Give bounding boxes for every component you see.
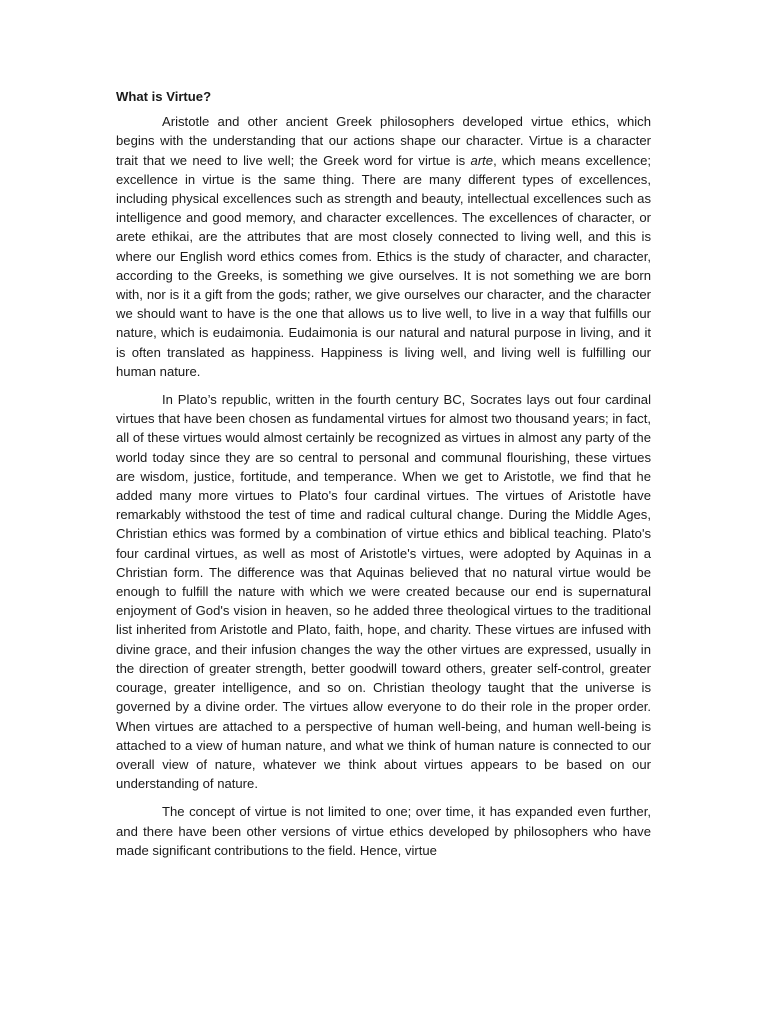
paragraph-1 [116,112,651,381]
paragraph-1-text-before: Aristotle and other ancient Greek philosophers developed virtue ethics, which begins with the understanding that our actions shape our character. Virtue is a character trait that we need to live well; the Greek word for virtue is [116,114,651,168]
paragraph-1-text-after: , which means excellence; excellence in virtue is the same thing. There are many different types of excellences, including physical excellences such as strength and beauty, intellectual excellences such as intelligence and good memory, and character excellences. The excellences of character, or arete ethikai, are the attributes that are most closely connected to living well, and this is where our English word ethics comes from. Ethics is the study of character, and character, according to the Greeks, is something we give ourselves. It is not something we are born with, nor is it a gift from the gods; rather, we give ourselves our character, and the character we should want to have is the one that allows us to live well, to live in a way that fulfills our nature, which is eudaimonia. Eudaimonia is our natural and natural purpose in living, and it is often translated as happiness. Happiness is living well, and living well is fulfilling our human nature. [116,152,651,379]
paragraph-1-emphasis: arte [470,152,494,168]
document-page [116,87,651,869]
paragraph-3: The concept of virtue is not limited to one; over time, it has expanded even further, and there have been other versions of virtue ethics developed by philosophers who have made significant contributions to the field. Hence, virtue [116,804,651,858]
paragraph-2: In Plato’s republic, written in the fourth century BC, Socrates lays out four cardinal virtues that have been chosen as fundamental virtues for almost two thousand years; in fact, all of these virtues would almost certainly be recognized as virtues in almost any party of the world today since they are so central to personal and communal flourishing, these virtues are wisdom, justice, fortitude, and temperance. When we get to Aristotle, we find that he added many more virtues to Plato's four cardinal virtues. The virtues of Aristotle have remarkably withstood the test of time and radical cultural change. During the Middle Ages, Christian ethics was formed by a combination of virtue ethics and biblical teaching. Plato's four cardinal virtues, as well as most of Aristotle's virtues, were adopted by Aquinas in a Christian form. The difference was that Aquinas believed that no natural virtue would be enough to fulfill the nature with which we were created because our end is supernatural enjoyment of God's vision in heaven, so he added three theological virtues to the traditional list inherited from Aristotle and Plato, faith, hope, and charity. These virtues are infused with divine grace, and their infusion changes the way the other virtues are expressed, usually in the direction of greater strength, better goodwill toward others, greater self-control, greater courage, greater intelligence, and so on. Christian theology taught that the universe is governed by a divine order. The virtues allow everyone to do their role in the proper order. When virtues are attached to a perspective of human well-being, and human well-being is attached to a view of human nature, and what we think of human nature is connected to our overall view of nature, whatever we think about virtues appears to be based on our understanding of nature. [116,392,651,792]
document-title: What is Virtue? [116,89,212,104]
